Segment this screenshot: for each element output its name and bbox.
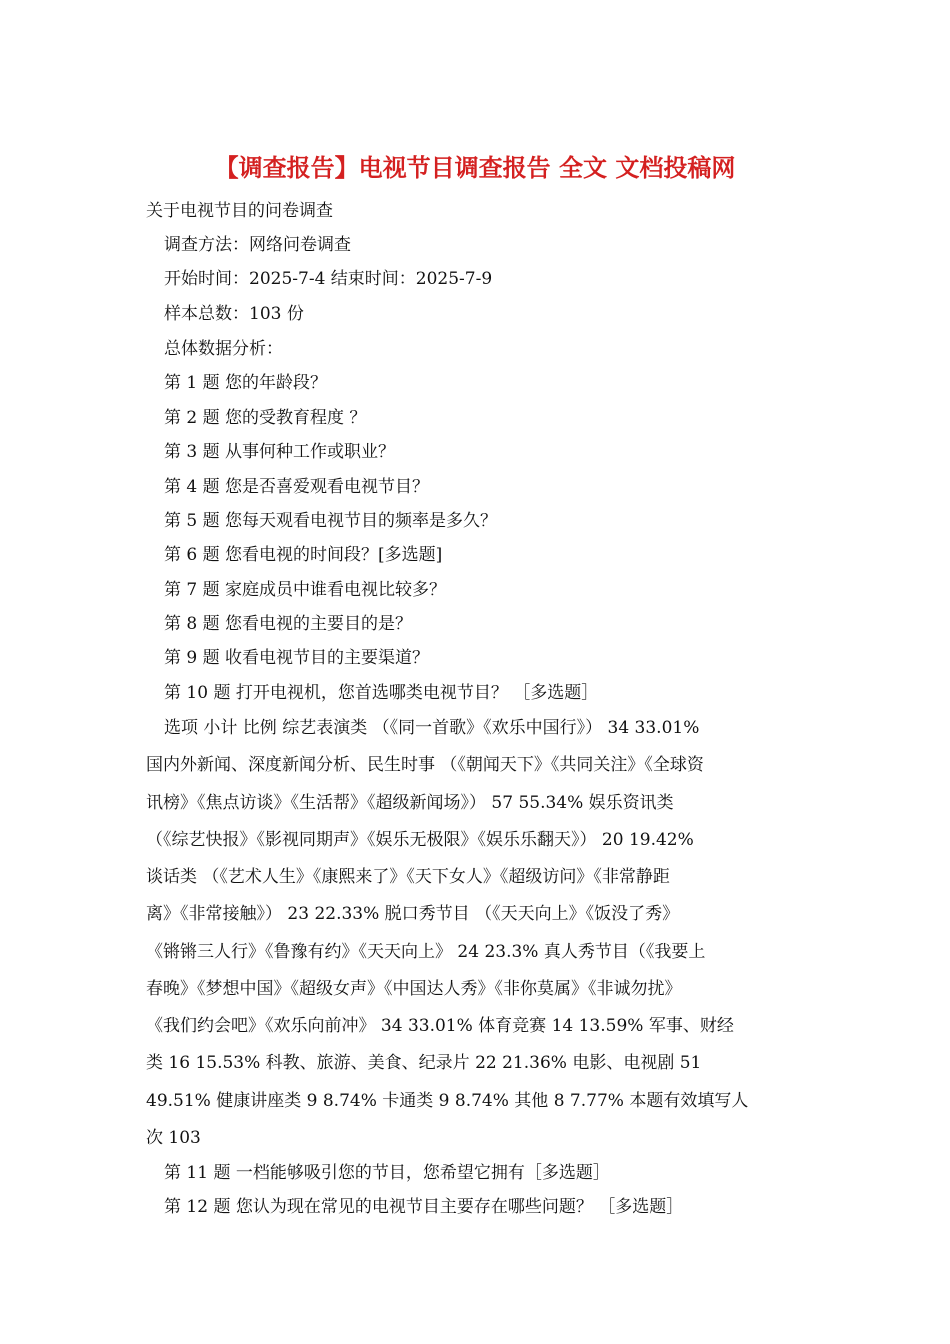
- q10-line: 国内外新闻、深度新闻分析、民生时事 （《朝闻天下》《共同关注》《全球资: [146, 755, 704, 775]
- question-4: 第 4 题 您是否喜爱观看电视节目？: [164, 477, 430, 497]
- question-5: 第 5 题 您每天观看电视节目的频率是多久？: [164, 511, 498, 531]
- q10-line: 次 103: [146, 1128, 201, 1148]
- survey-time: 开始时间：2025-7-4 结束时间：2025-7-9: [164, 269, 493, 289]
- q10-line: 49.51% 健康讲座类 9 8.74% 卡通类 9 8.74% 其他 8 7.77% 本题有效填写人: [146, 1091, 749, 1111]
- question-12: 第 12 题 您认为现在常见的电视节目主要存在哪些问题？ ［多选题］: [164, 1197, 684, 1217]
- question-3: 第 3 题 从事何种工作或职业？: [164, 442, 396, 462]
- question-8: 第 8 题 您看电视的主要目的是？: [164, 614, 413, 634]
- survey-method: 调查方法：网络问卷调查: [164, 235, 351, 255]
- analysis-heading: 总体数据分析：: [164, 339, 283, 359]
- question-1: 第 1 题 您的年龄段？: [164, 373, 328, 393]
- q10-line: 谈话类 （《艺术人生》《康熙来了》《天下女人》《超级访问》《非常静距: [146, 867, 670, 887]
- q10-line: 《锵锵三人行》《鲁豫有约》《天天向上》 24 23.3% 真人秀节目（《我要上: [146, 942, 706, 962]
- question-11: 第 11 题 一档能够吸引您的节目，您希望它拥有［多选题］: [164, 1163, 610, 1183]
- question-7: 第 7 题 家庭成员中谁看电视比较多？: [164, 580, 447, 600]
- question-9: 第 9 题 收看电视节目的主要渠道？: [164, 648, 430, 668]
- q10-line: 离》《非常接触》） 23 22.33% 脱口秀节目 （《天天向上》《饭没了秀》: [146, 904, 680, 924]
- survey-subtitle: 关于电视节目的问卷调查: [146, 201, 333, 221]
- q10-line: 选项 小计 比例 综艺表演类 （《同一首歌》《欢乐中国行》） 34 33.01%: [164, 718, 700, 738]
- q10-line: （《综艺快报》《影视同期声》《娱乐无极限》《娱乐乐翻天》） 20 19.42%: [146, 830, 694, 850]
- document-title: 【调查报告】电视节目调查报告 全文 文档投稿网: [214, 154, 736, 182]
- survey-sample: 样本总数：103 份: [164, 304, 304, 324]
- q10-line: 讯榜》《焦点访谈》《生活帮》《超级新闻场》） 57 55.34% 娱乐资讯类: [146, 793, 674, 813]
- q10-line: 春晚》《梦想中国》《超级女声》《中国达人秀》《非你莫属》《非诚勿扰》: [146, 979, 682, 999]
- q10-line: 《我们约会吧》《欢乐向前冲》 34 33.01% 体育竞赛 14 13.59% 军事、财经: [146, 1016, 734, 1036]
- question-6: 第 6 题 您看电视的时间段？[多选题]: [164, 545, 443, 565]
- q10-line: 类 16 15.53% 科教、旅游、美食、纪录片 22 21.36% 电影、电视剧 51: [146, 1053, 702, 1073]
- question-2: 第 2 题 您的受教育程度 ？: [164, 408, 367, 428]
- question-10: 第 10 题 打开电视机，您首选哪类电视节目？ ［多选题］: [164, 683, 599, 703]
